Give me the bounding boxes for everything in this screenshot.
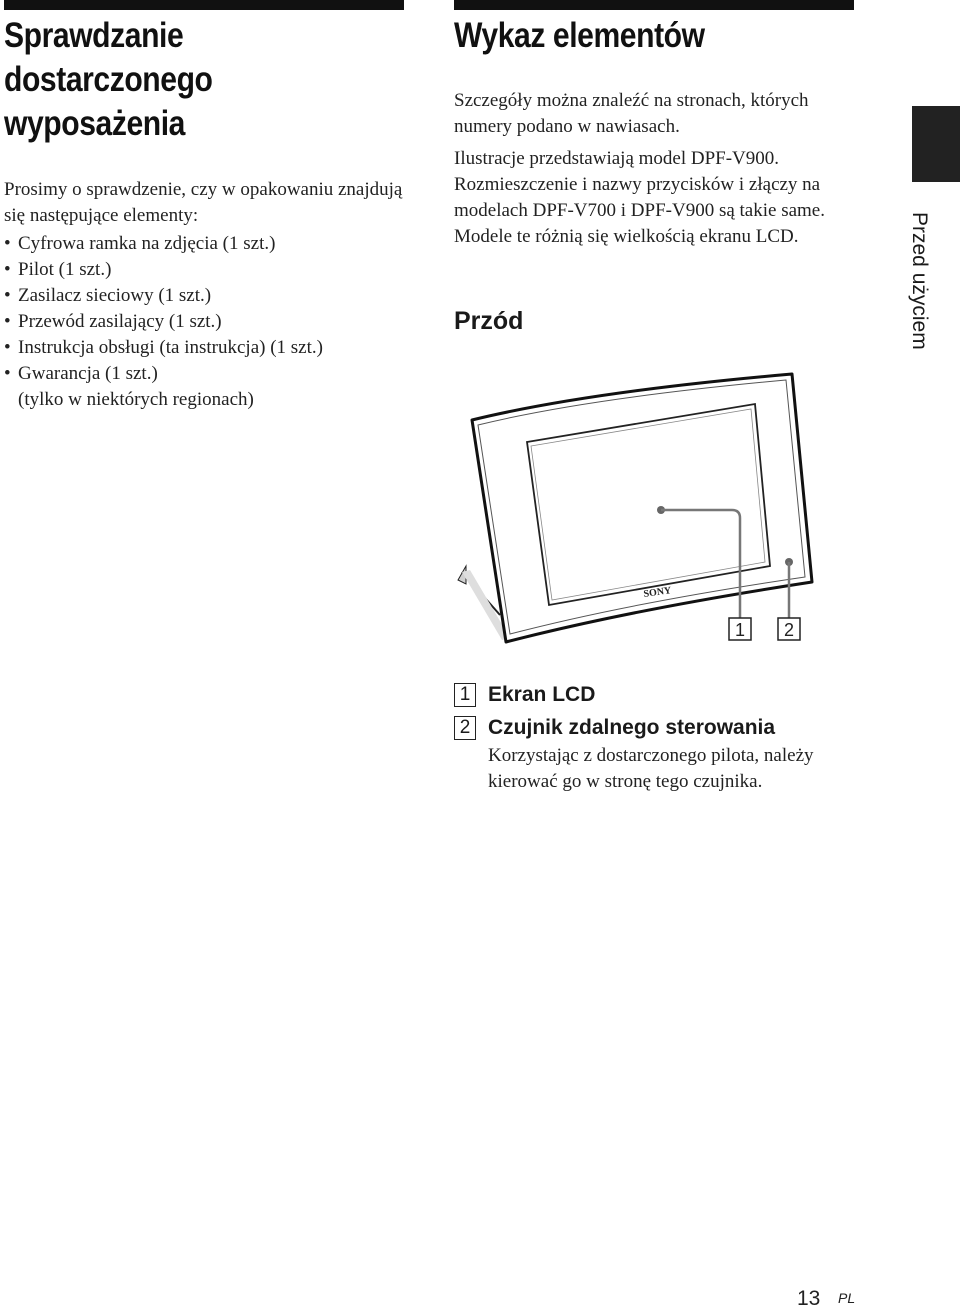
right-section-heading: Wykaz elementów — [454, 16, 705, 55]
legend-description-remote-sensor: Korzystając z dostarczonego pilota, należy kierować go w stronę tego czujnika. — [488, 745, 814, 792]
legend-item-remote-sensor — [454, 713, 874, 795]
list-item-text: Przewód zasilający (1 szt.) — [18, 311, 222, 332]
legend-item-lcd — [454, 680, 874, 710]
list-item-text: Gwarancja (1 szt.) — [18, 363, 158, 384]
legend-title-remote-sensor: Czujnik zdalnego sterowania — [488, 716, 776, 739]
left-heading-line-1: Sprawdzanie — [4, 16, 184, 55]
bullet: • — [4, 233, 11, 254]
list-item — [4, 283, 404, 309]
list-item-text: Cyfrowa ramka na zdjęcia (1 szt.) — [18, 233, 276, 254]
legend-title-lcd: Ekran LCD — [488, 683, 596, 706]
callout-label-2 — [778, 618, 800, 640]
page-language-code: PL — [838, 1290, 856, 1306]
list-item — [4, 335, 404, 361]
left-section-heading — [4, 14, 408, 146]
bullet: • — [4, 311, 11, 332]
list-item-text: Zasilacz sieciowy (1 szt.) — [18, 285, 212, 306]
callout-label-1 — [729, 618, 751, 640]
list-item-text: Instrukcja obsługi (ta instrukcja) (1 szt.) — [18, 337, 323, 358]
list-item-text: Pilot (1 szt.) — [18, 259, 112, 280]
right-heading-rule — [454, 0, 854, 10]
front-subheading: Przód — [454, 307, 524, 335]
page-number: 13 — [797, 1287, 821, 1310]
callout-number-1: 1 — [734, 620, 746, 640]
left-heading-rule — [4, 0, 404, 10]
left-heading-line-3: wyposażenia — [4, 104, 185, 143]
bullet: • — [4, 259, 11, 280]
legend-number-2: 2 — [454, 716, 476, 740]
list-item — [4, 309, 404, 335]
list-item — [4, 231, 404, 257]
model-paragraph: Ilustracje przedstawiają model DPF-V900. Rozmieszczenie i nazwy przycisków i złączy na modelach DPF-V700 i DPF-V900 są takie same. Modele te różnią się wielkością ekranu LCD. — [454, 148, 825, 247]
list-item — [4, 361, 404, 413]
legend-number-1: 1 — [454, 683, 476, 707]
reference-paragraph: Szczegóły można znaleźć na stronach, których numery podano w nawiasach. — [454, 90, 809, 137]
side-section-label: Przed użyciem — [908, 212, 931, 350]
bullet: • — [4, 363, 11, 384]
bullet: • — [4, 337, 11, 358]
sony-logo: SONY — [642, 585, 672, 600]
list-item — [4, 257, 404, 283]
left-heading-line-2: dostarczonego — [4, 60, 213, 99]
callout-number-2: 2 — [783, 620, 795, 640]
supplied-items-intro: Prosimy o sprawdzenie, czy w opakowaniu znajdują się następujące elementy: — [4, 179, 403, 226]
photo-frame-illustration — [440, 370, 860, 660]
parts-legend — [454, 680, 874, 795]
section-tab-marker — [912, 106, 960, 182]
list-item-note: (tylko w niektórych regionach) — [18, 389, 254, 410]
supplied-items-list — [4, 231, 404, 413]
bullet: • — [4, 285, 11, 306]
